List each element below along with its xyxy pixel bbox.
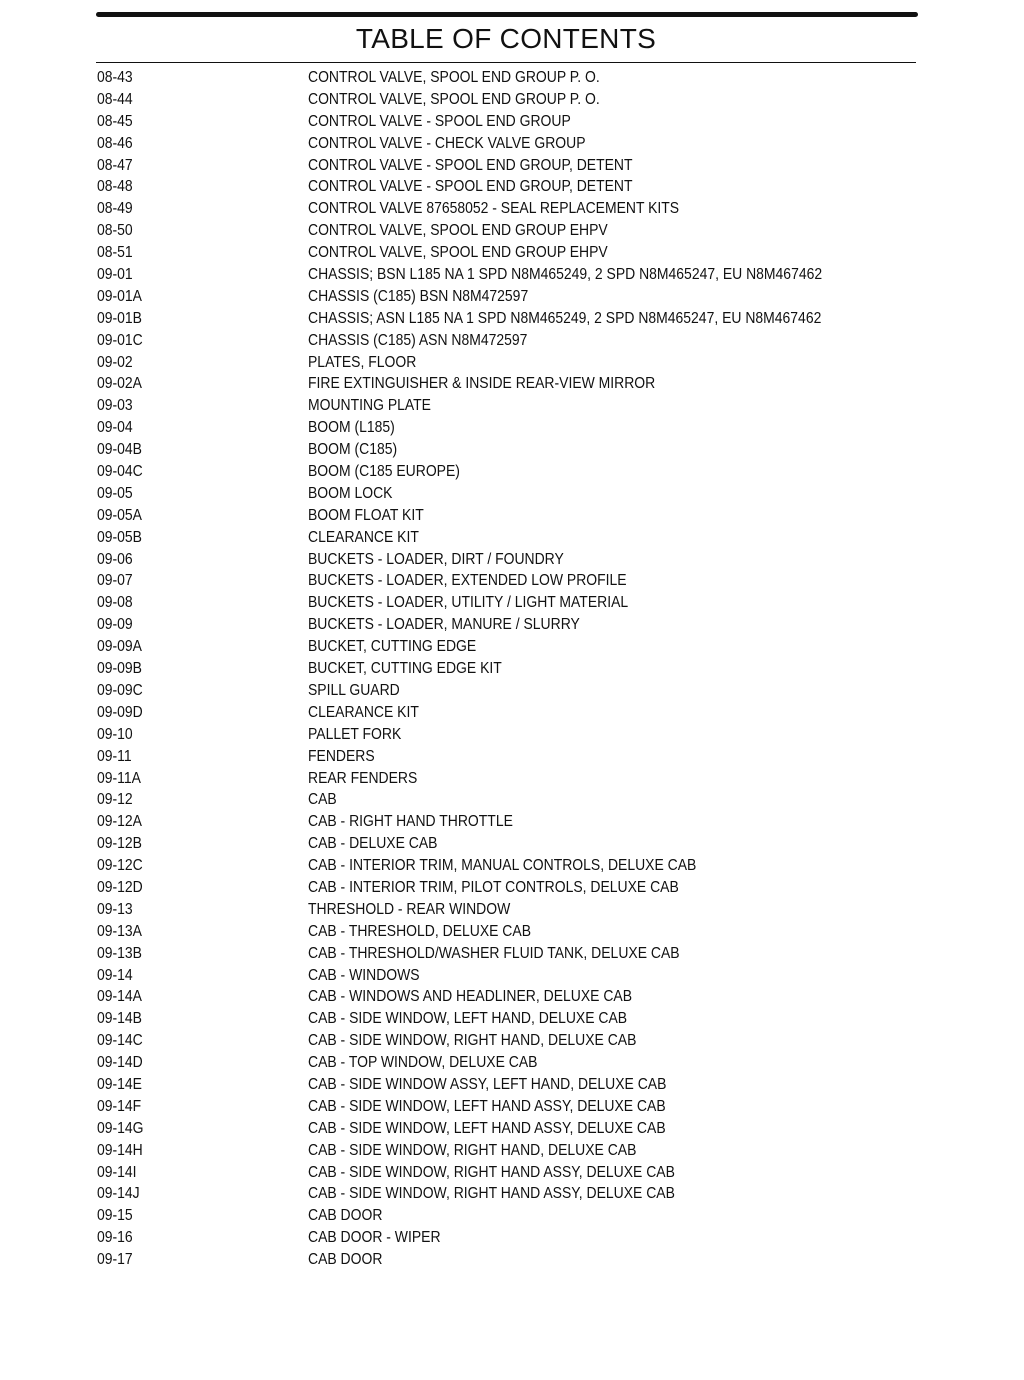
toc-entry[interactable] xyxy=(96,1074,916,1096)
toc-entry[interactable] xyxy=(96,1140,916,1162)
toc-entry[interactable] xyxy=(96,921,916,943)
toc-entry-title: BUCKETS - LOADER, DIRT / FOUNDRY xyxy=(308,550,564,568)
toc-entry-code: 09-14B xyxy=(97,1010,142,1028)
toc-entry-title: CAB - INTERIOR TRIM, PILOT CONTROLS, DELUXE CAB xyxy=(308,878,679,896)
top-rule xyxy=(96,12,918,17)
toc-entry-code: 08-50 xyxy=(97,222,133,240)
toc-entry[interactable] xyxy=(96,527,916,549)
toc-entry[interactable] xyxy=(96,570,916,592)
toc-entry-code: 09-14G xyxy=(97,1119,144,1137)
toc-entry-title: CAB - SIDE WINDOW, LEFT HAND ASSY, DELUXE CAB xyxy=(308,1119,666,1137)
toc-entry-title: BOOM FLOAT KIT xyxy=(308,506,424,524)
toc-entry-title: PLATES, FLOOR xyxy=(308,353,417,371)
toc-entry[interactable] xyxy=(96,702,916,724)
toc-entry-code: 09-12D xyxy=(97,878,143,896)
toc-entry-code: 09-13 xyxy=(97,900,133,918)
toc-entry-code: 09-16 xyxy=(97,1229,133,1247)
title-divider xyxy=(96,62,916,63)
toc-entry-code: 09-05B xyxy=(97,528,142,546)
toc-entry[interactable] xyxy=(96,855,916,877)
toc-entry-title: CONTROL VALVE - SPOOL END GROUP, DETENT xyxy=(308,178,633,196)
toc-entry-title: CAB - WINDOWS xyxy=(308,966,420,984)
toc-entry-code: 08-49 xyxy=(97,200,133,218)
toc-entry[interactable] xyxy=(96,308,916,330)
toc-entry-code: 09-13A xyxy=(97,922,142,940)
toc-entry[interactable] xyxy=(96,198,916,220)
toc-entry[interactable] xyxy=(96,592,916,614)
toc-entry[interactable] xyxy=(96,1118,916,1140)
toc-entry-code: 09-09B xyxy=(97,660,142,678)
toc-entry[interactable] xyxy=(96,768,916,790)
toc-entry-title: CONTROL VALVE, SPOOL END GROUP EHPV xyxy=(308,244,608,262)
toc-entry-code: 09-05A xyxy=(97,506,142,524)
toc-entry-code: 09-09A xyxy=(97,638,142,656)
toc-entry-title: CAB - SIDE WINDOW, LEFT HAND ASSY, DELUXE CAB xyxy=(308,1097,666,1115)
toc-entry-title: CAB DOOR xyxy=(308,1207,383,1225)
toc-entry-code: 09-09 xyxy=(97,616,133,634)
toc-entry-title: BOOM (C185) xyxy=(308,441,398,459)
toc-entry[interactable] xyxy=(96,614,916,636)
toc-entry-title: CONTROL VALVE, SPOOL END GROUP P. O. xyxy=(308,90,600,108)
toc-entry-code: 09-09C xyxy=(97,681,143,699)
toc-entry[interactable] xyxy=(96,811,916,833)
toc-entry-code: 08-51 xyxy=(97,244,133,262)
toc-entry-code: 09-11 xyxy=(97,747,132,765)
toc-entry-code: 09-06 xyxy=(97,550,133,568)
toc-entry[interactable] xyxy=(96,395,916,417)
toc-entry-code: 09-04C xyxy=(97,463,143,481)
toc-entry[interactable] xyxy=(96,67,916,89)
toc-entry-title: BOOM (C185 EUROPE) xyxy=(308,463,460,481)
toc-entry-title: BOOM (L185) xyxy=(308,419,395,437)
toc-entry-code: 09-14J xyxy=(97,1185,140,1203)
toc-entry-title: BOOM LOCK xyxy=(308,484,393,502)
toc-entry-title: CONTROL VALVE - SPOOL END GROUP, DETENT xyxy=(308,156,633,174)
toc-entry-code: 09-01B xyxy=(97,309,142,327)
toc-entry-title: CHASSIS; BSN L185 NA 1 SPD N8M465249, 2 SPD N8M465247, EU N8M467462 xyxy=(308,266,823,284)
toc-entry-code: 09-14I xyxy=(97,1163,137,1181)
toc-entry-title: CAB - SIDE WINDOW, RIGHT HAND, DELUXE CAB xyxy=(308,1141,637,1159)
toc-entry[interactable] xyxy=(96,242,916,264)
toc-entry-title: THRESHOLD - REAR WINDOW xyxy=(308,900,511,918)
toc-entry-title: CAB DOOR xyxy=(308,1251,383,1269)
toc-entry-code: 09-11A xyxy=(97,769,141,787)
toc-entry[interactable] xyxy=(96,943,916,965)
toc-entry-title: BUCKET, CUTTING EDGE xyxy=(308,638,477,656)
toc-entry-code: 09-10 xyxy=(97,725,133,743)
toc-entry[interactable] xyxy=(96,89,916,111)
toc-entry-title: CAB - SIDE WINDOW ASSY, LEFT HAND, DELUXE CAB xyxy=(308,1075,667,1093)
toc-entry-code: 08-48 xyxy=(97,178,133,196)
toc-entry-title: CLEARANCE KIT xyxy=(308,528,419,546)
toc-entry-title: CONTROL VALVE, SPOOL END GROUP EHPV xyxy=(308,222,608,240)
toc-entry[interactable] xyxy=(96,330,916,352)
toc-entry[interactable] xyxy=(96,133,916,155)
toc-entry-title: CAB - TOP WINDOW, DELUXE CAB xyxy=(308,1054,538,1072)
toc-entry-code: 09-08 xyxy=(97,594,133,612)
toc-entry-title: CAB - THRESHOLD, DELUXE CAB xyxy=(308,922,532,940)
toc-entry-code: 09-04 xyxy=(97,419,133,437)
toc-entry-code: 09-14C xyxy=(97,1032,143,1050)
toc-entry-code: 09-13B xyxy=(97,944,142,962)
toc-list xyxy=(96,67,916,1271)
toc-entry[interactable] xyxy=(96,373,916,395)
toc-entry-code: 09-14E xyxy=(97,1075,142,1093)
toc-entry-code: 09-02A xyxy=(97,375,142,393)
toc-entry[interactable] xyxy=(96,636,916,658)
toc-entry-code: 09-14D xyxy=(97,1054,143,1072)
toc-entry-title: CAB - DELUXE CAB xyxy=(308,835,438,853)
toc-entry-title: BUCKETS - LOADER, MANURE / SLURRY xyxy=(308,616,580,634)
toc-entry-code: 09-01 xyxy=(97,266,133,284)
toc-entry-title: CONTROL VALVE - CHECK VALVE GROUP xyxy=(308,134,586,152)
toc-entry-title: FIRE EXTINGUISHER & INSIDE REAR-VIEW MIRROR xyxy=(308,375,656,393)
toc-entry[interactable] xyxy=(96,965,916,987)
toc-entry[interactable] xyxy=(96,724,916,746)
toc-entry-title: REAR FENDERS xyxy=(308,769,418,787)
toc-entry-title: CONTROL VALVE - SPOOL END GROUP xyxy=(308,112,571,130)
page-title: TABLE OF CONTENTS xyxy=(355,23,657,54)
toc-entry[interactable] xyxy=(96,111,916,133)
toc-entry[interactable] xyxy=(96,1008,916,1030)
toc-entry[interactable] xyxy=(96,1096,916,1118)
toc-entry-code: 09-17 xyxy=(97,1251,133,1269)
toc-entry-title: CAB DOOR - WIPER xyxy=(308,1229,441,1247)
toc-entry-code: 09-12A xyxy=(97,813,142,831)
toc-entry-title: CAB - SIDE WINDOW, RIGHT HAND ASSY, DELUXE CAB xyxy=(308,1185,675,1203)
toc-entry-code: 08-43 xyxy=(97,69,133,86)
toc-entry[interactable] xyxy=(96,155,916,177)
toc-entry-code: 09-14H xyxy=(97,1141,143,1159)
toc-entry-title: SPILL GUARD xyxy=(308,681,400,699)
toc-entry-title: FENDERS xyxy=(308,747,375,765)
toc-entry-code: 09-01C xyxy=(97,331,143,349)
toc-entry-code: 09-03 xyxy=(97,397,133,415)
toc-entry[interactable] xyxy=(96,899,916,921)
toc-entry-title: CAB - THRESHOLD/WASHER FLUID TANK, DELUXE CAB xyxy=(308,944,680,962)
toc-entry[interactable] xyxy=(96,176,916,198)
toc-entry[interactable] xyxy=(96,833,916,855)
toc-entry[interactable] xyxy=(96,1227,916,1249)
toc-entry[interactable] xyxy=(96,505,916,527)
toc-entry-title: MOUNTING PLATE xyxy=(308,397,431,415)
toc-entry-code: 09-14A xyxy=(97,988,142,1006)
toc-entry-title: BUCKETS - LOADER, EXTENDED LOW PROFILE xyxy=(308,572,627,590)
toc-entry-title: CONTROL VALVE 87658052 - SEAL REPLACEMENT KITS xyxy=(308,200,680,218)
toc-entry[interactable] xyxy=(96,1205,916,1227)
toc-entry[interactable] xyxy=(96,352,916,374)
toc-entry-title: CAB xyxy=(308,791,337,809)
toc-entry[interactable] xyxy=(96,461,916,483)
toc-entry[interactable] xyxy=(96,439,916,461)
toc-entry-title: CAB - WINDOWS AND HEADLINER, DELUXE CAB xyxy=(308,988,633,1006)
toc-entry[interactable] xyxy=(96,483,916,505)
toc-entry[interactable] xyxy=(96,417,916,439)
toc-entry-code: 09-12C xyxy=(97,857,143,875)
toc-entry[interactable] xyxy=(96,680,916,702)
toc-entry-code: 09-12 xyxy=(97,791,133,809)
toc-entry-code: 09-07 xyxy=(97,572,133,590)
toc-entry-title: CAB - INTERIOR TRIM, MANUAL CONTROLS, DELUXE CAB xyxy=(308,857,697,875)
toc-entry[interactable] xyxy=(96,877,916,899)
toc-entry-title: CAB - RIGHT HAND THROTTLE xyxy=(308,813,513,831)
toc-entry-title: PALLET FORK xyxy=(308,725,402,743)
toc-entry[interactable] xyxy=(96,264,916,286)
toc-entry[interactable] xyxy=(96,746,916,768)
toc-entry-title: BUCKET, CUTTING EDGE KIT xyxy=(308,660,502,678)
toc-entry-code: 09-14F xyxy=(97,1097,142,1115)
toc-entry-title: CLEARANCE KIT xyxy=(308,703,419,721)
toc-entry-code: 09-09D xyxy=(97,703,143,721)
toc-entry[interactable] xyxy=(96,220,916,242)
toc-entry-code: 09-14 xyxy=(97,966,133,984)
toc-entry-code: 08-45 xyxy=(97,112,133,130)
toc-entry-code: 09-12B xyxy=(97,835,142,853)
toc-entry-title: CAB - SIDE WINDOW, RIGHT HAND ASSY, DELUXE CAB xyxy=(308,1163,675,1181)
toc-entry-code: 08-47 xyxy=(97,156,133,174)
toc-entry-title: CHASSIS; ASN L185 NA 1 SPD N8M465249, 2 SPD N8M465247, EU N8M467462 xyxy=(308,309,822,327)
toc-entry[interactable] xyxy=(96,1249,916,1271)
toc-entry-title: CHASSIS (C185) ASN N8M472597 xyxy=(308,331,528,349)
toc-entry[interactable] xyxy=(96,1030,916,1052)
toc-entry-code: 09-15 xyxy=(97,1207,133,1225)
toc-entry-code: 08-44 xyxy=(97,90,133,108)
toc-entry-code: 09-04B xyxy=(97,441,142,459)
toc-entry[interactable] xyxy=(96,549,916,571)
toc-entry-title: CAB - SIDE WINDOW, LEFT HAND, DELUXE CAB xyxy=(308,1010,628,1028)
toc-entry[interactable] xyxy=(96,1052,916,1074)
toc-entry-title: BUCKETS - LOADER, UTILITY / LIGHT MATERIAL xyxy=(308,594,629,612)
toc-entry-title: CAB - SIDE WINDOW, RIGHT HAND, DELUXE CAB xyxy=(308,1032,637,1050)
toc-entry[interactable] xyxy=(96,1162,916,1184)
toc-entry-title: CHASSIS (C185) BSN N8M472597 xyxy=(308,287,529,305)
toc-entry[interactable] xyxy=(96,1183,916,1205)
toc-entry[interactable] xyxy=(96,658,916,680)
toc-entry[interactable] xyxy=(96,789,916,811)
toc-entry-code: 09-02 xyxy=(97,353,133,371)
toc-entry[interactable] xyxy=(96,286,916,308)
toc-entry-code: 09-01A xyxy=(97,287,142,305)
toc-entry-title: CONTROL VALVE, SPOOL END GROUP P. O. xyxy=(308,69,600,86)
toc-entry-code: 08-46 xyxy=(97,134,133,152)
toc-entry[interactable] xyxy=(96,986,916,1008)
toc-entry-code: 09-05 xyxy=(97,484,133,502)
